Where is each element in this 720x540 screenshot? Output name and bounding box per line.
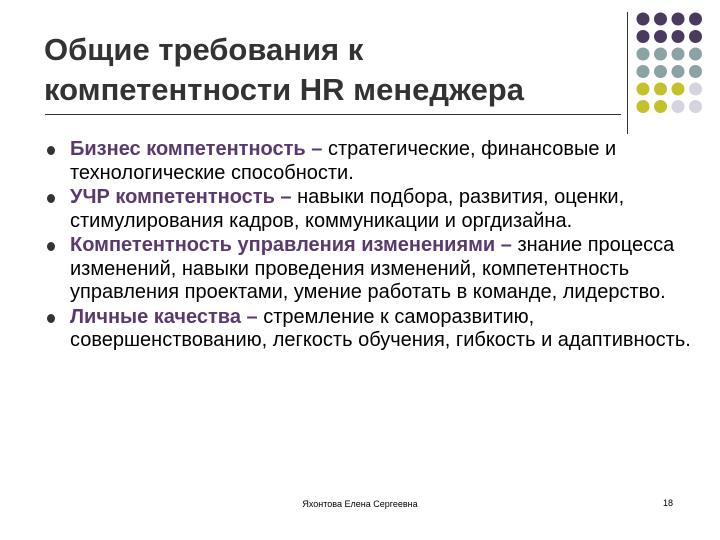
decorative-dot bbox=[689, 13, 702, 26]
bullet-term: УЧР компетентность – bbox=[70, 186, 292, 208]
decorative-dot bbox=[689, 65, 702, 78]
bullet-text: навыки подбора, развития, оценки, стимулирования кадров, коммуникации и оргдизайна. bbox=[70, 186, 625, 232]
decorative-dot bbox=[654, 65, 667, 78]
decorative-dot bbox=[654, 48, 667, 61]
bullet-term: Бизнес компетентность – bbox=[70, 138, 323, 160]
decorative-dot bbox=[637, 30, 650, 43]
horizontal-divider bbox=[45, 114, 621, 115]
list-item bbox=[44, 186, 704, 233]
decorative-dot bbox=[689, 30, 702, 43]
decorative-dot bbox=[672, 83, 685, 96]
decorative-dot bbox=[672, 100, 685, 113]
bullet-text: стратегические, финансовые и технологические способности. bbox=[70, 138, 617, 184]
decorative-dot bbox=[654, 13, 667, 26]
bullet-text: стремление к саморазвитию, совершенствованию, легкость обучения, гибкость и адаптивность. bbox=[70, 305, 691, 351]
title-line-2: компетентности HR менеджера bbox=[44, 72, 524, 107]
bullet-icon bbox=[47, 314, 55, 323]
bullet-icon bbox=[47, 194, 55, 203]
decorative-dot bbox=[672, 30, 685, 43]
decorative-dot bbox=[637, 100, 650, 113]
bullet-icon bbox=[47, 146, 55, 155]
bullet-text: знание процесса изменений, навыки проведения изменений, компетентность управления проектами, умение работать в команде, лидерство. bbox=[70, 234, 675, 303]
list-item bbox=[44, 138, 704, 185]
decorative-dot bbox=[689, 48, 702, 61]
bullet-term: Личные качества – bbox=[70, 305, 258, 328]
list-item bbox=[44, 234, 704, 305]
bullet-icon bbox=[47, 242, 55, 251]
decorative-dot bbox=[672, 65, 685, 78]
decorative-dot bbox=[689, 83, 702, 96]
decorative-dot bbox=[689, 100, 702, 113]
decorative-dot bbox=[637, 65, 650, 78]
list-item bbox=[44, 306, 704, 353]
title-line-1: Общие требования к bbox=[44, 32, 364, 67]
bullet-term: Компетентность управления изменениями – bbox=[70, 234, 512, 256]
decorative-dot bbox=[672, 13, 685, 26]
decorative-dot-grid bbox=[0, 0, 720, 140]
footer-author: Яхонтова Елена Сергеевна bbox=[302, 499, 418, 509]
decorative-dot bbox=[672, 48, 685, 61]
decorative-dot bbox=[654, 83, 667, 96]
decorative-dot bbox=[654, 30, 667, 43]
decorative-dot bbox=[654, 100, 667, 113]
decorative-dot bbox=[637, 13, 650, 26]
decorative-dot bbox=[637, 83, 650, 96]
page-number: 18 bbox=[663, 498, 674, 508]
bullet-list bbox=[44, 138, 704, 354]
vertical-divider bbox=[627, 12, 628, 134]
decorative-dot bbox=[637, 48, 650, 61]
